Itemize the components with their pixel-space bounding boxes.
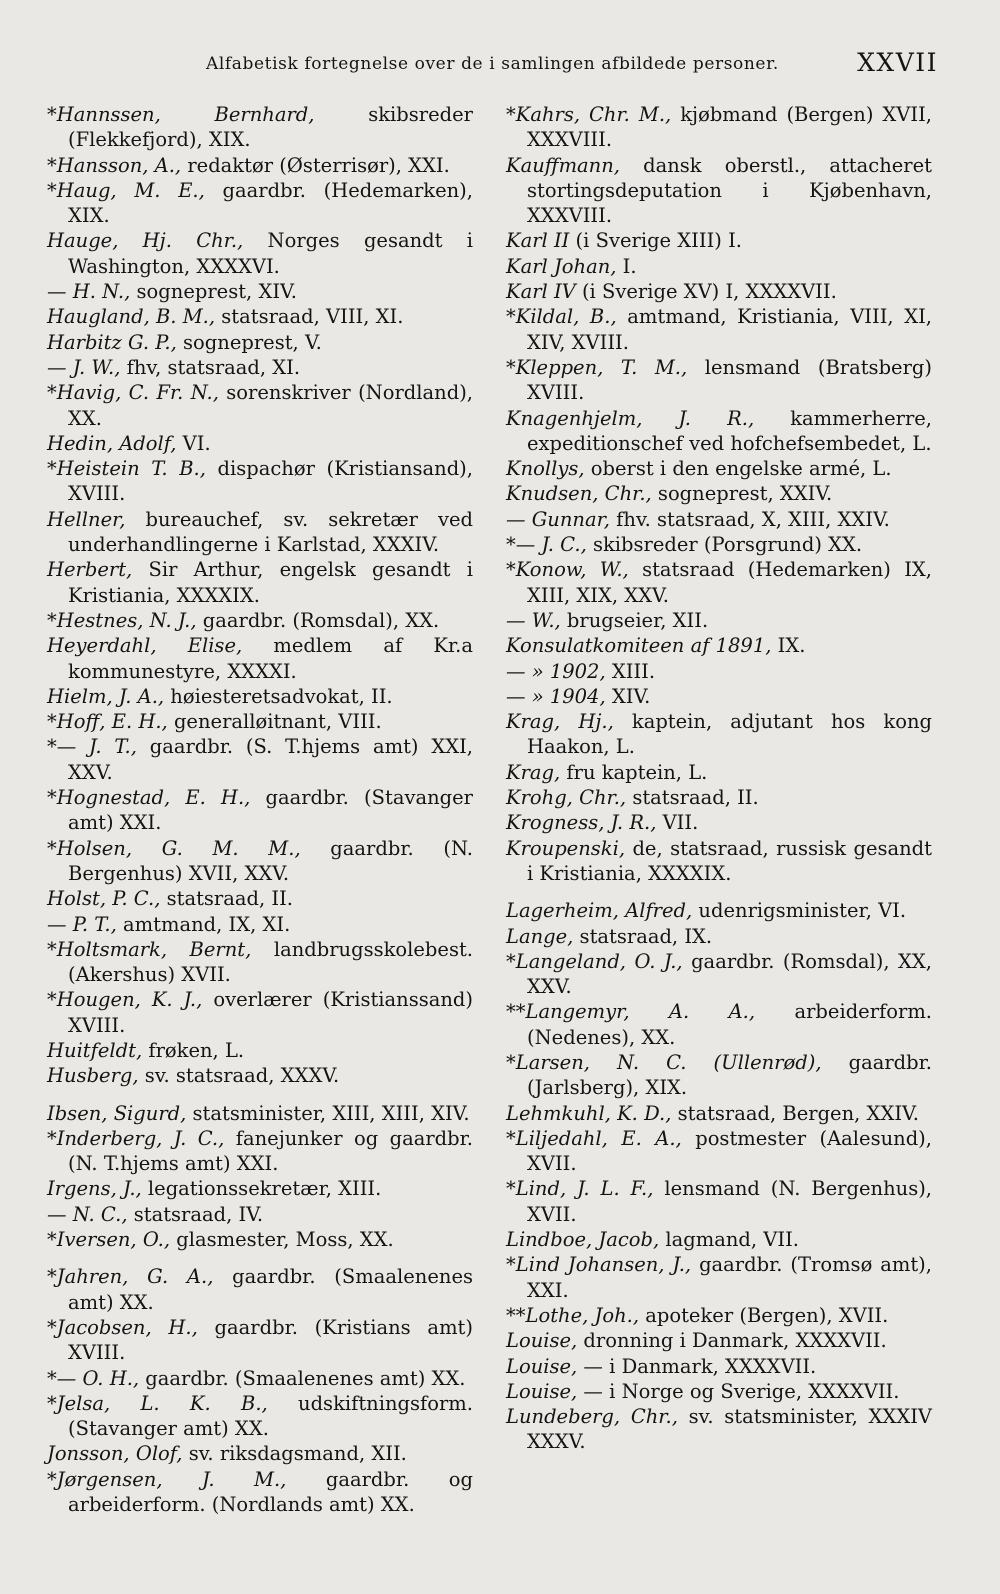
- entry-description: gaardbr. og arbeiderform. (Nordlands amt) XX.: [68, 1467, 473, 1517]
- entry-description: brugseier, XII.: [560, 608, 709, 632]
- entry-description: overlærer (Kristianssand) XVIII.: [68, 988, 473, 1037]
- entry-description: fhv, statsraad, XI.: [120, 355, 301, 379]
- entry-description: fru kaptein, L.: [560, 760, 708, 784]
- entry-description: sv. statsminister, XXXIV XXXV.: [527, 1405, 932, 1454]
- entry-description: statsminister, XIII, XIII, XIV.: [186, 1101, 470, 1125]
- entry-description: sogneprest, V.: [176, 330, 322, 354]
- entry-name: *Hoff, E. H.,: [47, 710, 168, 734]
- entry-name: *Kahrs, Chr. M.,: [506, 103, 672, 126]
- index-entry: [47, 431, 473, 456]
- entry-description: lensmand (Bratsberg) XVIII.: [527, 355, 932, 405]
- index-entry: [506, 507, 932, 532]
- entry-description: (i Sverige XIII) I.: [569, 229, 742, 253]
- entry-description: dispachør (Kristiansand), XVIII.: [68, 457, 473, 506]
- entry-name: Krohg, Chr.,: [506, 786, 627, 810]
- entry-description: dronning i Danmark, XXXXVII.: [577, 1329, 887, 1353]
- index-entry: [506, 304, 932, 355]
- entry-description: glasmester, Moss, XX.: [170, 1228, 394, 1252]
- entry-name: — Gunnar,: [506, 507, 610, 531]
- entry-description: sogneprest, XXIV.: [651, 482, 833, 506]
- index-entry: [506, 153, 932, 229]
- entry-name: *Jahren, G. A.,: [47, 1265, 214, 1289]
- entry-description: apoteker (Bergen), XVII.: [639, 1303, 889, 1327]
- entry-description: XIII.: [605, 659, 656, 683]
- entry-description: frøken, L.: [142, 1038, 245, 1062]
- entry-name: Huitfeldt,: [47, 1038, 143, 1062]
- entry-description: gaardbr. (Jarlsberg), XIX.: [527, 1050, 932, 1100]
- entry-description: redaktør (Østerrisør), XXI.: [181, 153, 450, 177]
- entry-name: Lehmkuhl, K. D.,: [506, 1101, 672, 1125]
- entry-name: *Jacobsen, H.,: [47, 1315, 198, 1339]
- entry-name: *Heistein T. B.,: [47, 457, 206, 481]
- index-entry: [506, 608, 932, 633]
- entry-name: *Iversen, O.,: [47, 1228, 171, 1252]
- entry-name: *Hansson, A.,: [47, 153, 182, 177]
- index-entry: [47, 380, 473, 431]
- entry-description: gaardbr. (S. T.hjems amt) XXI, XXV.: [68, 735, 473, 784]
- index-entry: [506, 836, 932, 887]
- entry-name: *Larsen, N. C. (Ullenrød),: [506, 1050, 822, 1074]
- entry-name: Hielm, J. A.,: [47, 684, 165, 708]
- entry-description: amtmand, Kristiania, VIII, XI, XIV, XVIII.: [527, 305, 932, 354]
- index-entry: [47, 785, 473, 836]
- entry-description: statsraad, VIII, XI.: [215, 305, 404, 329]
- entry-name: Karl IV: [506, 280, 576, 304]
- index-entry: [47, 886, 473, 911]
- entry-description: lagmand, VII.: [659, 1228, 799, 1252]
- entry-name: Konsulatkomiteen af 1891,: [506, 634, 772, 658]
- entry-description: kjøbmand (Bergen) XVII, XXXVIII.: [527, 103, 932, 152]
- index-entry: [506, 1303, 932, 1328]
- entry-description: gaardbr. (Smaalenenes amt) XX.: [68, 1265, 473, 1314]
- entry-description: oberst i den engelske armé, L.: [584, 457, 892, 481]
- index-entry: [506, 1227, 932, 1252]
- index-entry: [47, 153, 473, 178]
- entry-name: — J. W.,: [47, 355, 121, 379]
- index-entry: [47, 937, 473, 988]
- index-entry: [47, 1227, 473, 1252]
- entry-name: — P. T.,: [47, 912, 117, 936]
- index-entry: [506, 557, 932, 608]
- index-entry: [506, 279, 932, 304]
- entry-description: postmester (Aalesund), XVII.: [527, 1126, 932, 1176]
- entry-name: Kroupenski,: [506, 836, 626, 860]
- index-entry: [47, 330, 473, 355]
- entry-name: *Hestnes, N. J.,: [47, 608, 197, 632]
- entry-description: kammerherre, expeditionschef ved hofchefsembedet, L.: [527, 406, 933, 455]
- entry-name: Husberg,: [47, 1064, 139, 1088]
- entry-name: Herbert,: [47, 558, 133, 582]
- entry-description: — i Danmark, XXXXVII.: [577, 1354, 817, 1378]
- running-title: Alfabetisk fortegnelse over de i samlingen afbildede personer.: [206, 54, 779, 74]
- entry-description: landbrugsskolebest. (Akershus) XVII.: [68, 937, 473, 987]
- entry-description: medlem af Kr.a kommunestyre, XXXXI.: [68, 634, 473, 683]
- entry-name: Knagenhjelm, J. R.,: [506, 406, 755, 430]
- index-entry: [506, 949, 932, 1000]
- entry-name: *Lind, J. L. F.,: [506, 1177, 654, 1201]
- entry-name: Hauge, Hj. Chr.,: [47, 229, 244, 253]
- entry-name: *Inderberg, J. C.,: [47, 1126, 225, 1150]
- entry-name: Krag,: [506, 760, 561, 784]
- entry-description: skibsreder (Porsgrund) XX.: [586, 533, 863, 557]
- entry-description: skibsreder (Flekkefjord), XIX.: [68, 103, 473, 152]
- entry-name: Karl Johan,: [506, 254, 617, 278]
- entry-description: Sir Arthur, engelsk gesandt i Kristiania, XXXXIX.: [68, 558, 473, 607]
- entry-description: XIV.: [605, 684, 651, 708]
- entry-name: Lagerheim, Alfred,: [506, 899, 693, 923]
- index-entry: [47, 304, 473, 329]
- index-entry: [506, 481, 932, 506]
- entry-name: *— J. T.,: [47, 735, 137, 759]
- index-entry: [506, 709, 932, 760]
- index-entry: [506, 1328, 932, 1353]
- index-entry: [506, 1354, 932, 1379]
- index-entry: [47, 1467, 473, 1518]
- entry-description: statsraad, IV.: [127, 1202, 264, 1226]
- entry-description: amtmand, IX, XI.: [116, 912, 291, 936]
- index-entry: [47, 456, 473, 507]
- index-entry: [47, 1101, 473, 1126]
- entry-description: lensmand (N. Bergenhus), XVII.: [527, 1177, 933, 1226]
- entry-name: Hellner,: [47, 507, 126, 531]
- index-entry: [506, 1404, 932, 1455]
- entry-name: *Konow, W.,: [506, 558, 629, 582]
- entry-name: Louise,: [506, 1329, 578, 1353]
- index-entry: [47, 1176, 473, 1201]
- index-entry: [47, 355, 473, 380]
- entry-description: høiesteretsadvokat, II.: [164, 684, 393, 708]
- entry-name: Hedin, Adolf,: [47, 431, 177, 455]
- entry-description: VI.: [176, 431, 211, 455]
- entry-name: *Liljedahl, E. A.,: [506, 1126, 682, 1150]
- entry-name: Harbitz G. P.,: [47, 330, 177, 354]
- entry-description: de, statsraad, russisk gesandt i Kristiania, XXXXIX.: [527, 836, 932, 885]
- entry-name: *Langeland, O. J.,: [506, 949, 683, 973]
- page-number: XXVII: [857, 48, 938, 77]
- entry-name: *Havig, C. Fr. N.,: [47, 381, 219, 405]
- index-entry: [47, 987, 473, 1038]
- running-header: [40, 44, 938, 88]
- index-column-right: [506, 102, 932, 1455]
- entry-description: I.: [616, 254, 637, 278]
- index-entry: [47, 102, 473, 153]
- entry-description: udskiftningsform. (Stavanger amt) XX.: [68, 1391, 473, 1441]
- entry-description: arbeiderform. (Nedenes), XX.: [527, 1000, 933, 1049]
- index-entry: [506, 456, 932, 481]
- entry-name: Lindboe, Jacob,: [506, 1228, 660, 1252]
- entry-name: Irgens, J.,: [47, 1177, 142, 1201]
- entry-name: **Lothe, Joh.,: [506, 1303, 640, 1327]
- index-entry: [47, 507, 473, 558]
- index-entry: [47, 1366, 473, 1391]
- index-entry: [47, 734, 473, 785]
- entry-name: Kauffmann,: [506, 153, 621, 177]
- entry-name: Knollys,: [506, 457, 585, 481]
- entry-description: statsraad, II.: [160, 887, 293, 911]
- entry-description: sorenskriver (Nordland), XX.: [68, 381, 473, 430]
- entry-name: *Lind Johansen, J.,: [506, 1253, 692, 1277]
- index-entry: [47, 836, 473, 887]
- index-entry: [47, 1441, 473, 1466]
- entry-description: — i Norge og Sverige, XXXXVII.: [577, 1379, 900, 1403]
- entry-description: gaardbr. (N. Bergenhus) XVII, XXV.: [68, 836, 473, 885]
- index-entry: [506, 785, 932, 810]
- entry-name: — » 1902,: [506, 659, 606, 683]
- entry-name: *Jelsa, L. K. B.,: [47, 1391, 268, 1415]
- entry-name: — N. C.,: [47, 1202, 128, 1226]
- index-entry: [506, 1379, 932, 1404]
- index-entry: [506, 810, 932, 835]
- index-entry: [506, 102, 932, 153]
- entry-name: *— J. C.,: [506, 533, 587, 557]
- index-entry: [506, 633, 932, 658]
- entry-description: Norges gesandt i Washington, XXXXVI.: [68, 229, 473, 278]
- entry-description: fhv. statsraad, X, XIII, XXIV.: [609, 507, 890, 531]
- entry-name: *Hougen, K. J.,: [47, 988, 203, 1012]
- index-entry: [47, 1202, 473, 1227]
- entry-description: sogneprest, XIV.: [130, 280, 297, 304]
- index-entry: [47, 557, 473, 608]
- entry-name: Louise,: [506, 1354, 578, 1378]
- index-entry: [47, 684, 473, 709]
- entry-name: Krogness, J. R.,: [506, 811, 657, 835]
- entry-description: gaardbr. (Romsdal), XX, XXV.: [527, 949, 932, 999]
- index-entry: [506, 254, 932, 279]
- entry-name: Lundeberg, Chr.,: [506, 1405, 678, 1429]
- index-entry: [506, 1126, 932, 1177]
- entry-name: — H. N.,: [47, 280, 131, 304]
- entry-name: *Kleppen, T. M.,: [506, 355, 688, 379]
- index-entry: [506, 999, 932, 1050]
- entry-name: Holst, P. C.,: [47, 887, 161, 911]
- index-entry: [506, 684, 932, 709]
- entry-name: Louise,: [506, 1379, 578, 1403]
- entry-name: Heyerdahl, Elise,: [47, 634, 243, 658]
- entry-description: gaardbr. (Romsdal), XX.: [196, 608, 440, 632]
- index-entry: [506, 406, 932, 457]
- index-entry: [47, 633, 473, 684]
- index-entry: [506, 1050, 932, 1101]
- index-entry: [47, 178, 473, 229]
- entry-name: *Jørgensen, J. M.,: [47, 1467, 287, 1491]
- index-entry: [47, 279, 473, 304]
- entry-description: dansk oberstl., attacheret stortingsdeputation i Kjøbenhavn, XXXVIII.: [527, 153, 932, 228]
- index-entry: [506, 228, 932, 253]
- entry-description: gaardbr. (Smaalenenes amt) XX.: [139, 1366, 466, 1390]
- entry-name: Knudsen, Chr.,: [506, 482, 652, 506]
- index-entry: [47, 1391, 473, 1442]
- index-entry: [506, 924, 932, 949]
- entry-description: IX.: [771, 634, 806, 658]
- entry-description: gaardbr. (Stavanger amt) XXI.: [68, 786, 473, 835]
- index-entry: [47, 709, 473, 734]
- entry-description: gaardbr. (Tromsø amt), XXI.: [527, 1253, 932, 1302]
- index-entry: [47, 1264, 473, 1315]
- entry-description: statsraad, II.: [626, 786, 759, 810]
- index-entry: [506, 760, 932, 785]
- index-entry: [47, 1038, 473, 1063]
- entry-name: Haugland, B. M.,: [47, 305, 216, 329]
- entry-description: statsraad, Bergen, XXIV.: [671, 1101, 919, 1125]
- index-entry: [506, 355, 932, 406]
- index-entry: [506, 1176, 932, 1227]
- entry-name: *Holsen, G. M. M.,: [47, 836, 301, 860]
- entry-description: (i Sverige XV) I, XXXXVII.: [575, 280, 837, 304]
- index-entry: [47, 1063, 473, 1088]
- entry-description: sv. statsraad, XXXV.: [138, 1064, 340, 1088]
- index-entry: [506, 1101, 932, 1126]
- index-entry: [506, 1252, 932, 1303]
- entry-name: *Haug, M. E.,: [47, 178, 205, 202]
- entry-name: Krag, Hj.,: [506, 710, 614, 734]
- entry-name: *Hognestad, E. H.,: [47, 786, 251, 810]
- entry-name: *— O. H.,: [47, 1366, 140, 1390]
- entry-description: gaardbr. (Hedemarken), XIX.: [68, 178, 473, 228]
- entry-name: — » 1904,: [506, 684, 606, 708]
- index-column-left: [47, 102, 473, 1517]
- index-entry: [47, 228, 473, 279]
- entry-description: VII.: [656, 811, 699, 835]
- entry-description: statsraad (Hedemarken) IX, XIII, XIX, XXV.: [527, 558, 933, 607]
- entry-name: *Holtsmark, Bernt,: [47, 937, 252, 961]
- entry-name: Lange,: [506, 924, 574, 948]
- entry-description: legationssekretær, XIII.: [141, 1177, 382, 1201]
- index-entry: [506, 532, 932, 557]
- entry-description: fanejunker og gaardbr. (N. T.hjems amt) XXI.: [68, 1126, 473, 1176]
- entry-description: gaardbr. (Kristians amt) XVIII.: [68, 1315, 473, 1365]
- entry-name: — W.,: [506, 608, 561, 632]
- entry-description: kaptein, adjutant hos kong Haakon, L.: [527, 710, 933, 759]
- index-entry: [47, 608, 473, 633]
- entry-name: *Hannssen, Bernhard,: [47, 103, 315, 126]
- entry-description: statsraad, IX.: [573, 924, 713, 948]
- entry-name: *Kildal, B.,: [506, 305, 617, 329]
- index-entry: [506, 898, 932, 923]
- entry-name: Karl II: [506, 229, 570, 253]
- index-entry: [506, 659, 932, 684]
- index-entry: [47, 912, 473, 937]
- entry-name: **Langemyr, A. A.,: [506, 1000, 756, 1024]
- index-entry: [47, 1126, 473, 1177]
- index-entry: [47, 1315, 473, 1366]
- entry-description: bureauchef, sv. sekretær ved underhandlingerne i Karlstad, XXXIV.: [68, 507, 473, 557]
- entry-name: Jonsson, Olof,: [47, 1442, 183, 1466]
- entry-name: Ibsen, Sigurd,: [47, 1101, 187, 1125]
- entry-description: udenrigsminister, VI.: [692, 899, 907, 923]
- entry-description: generalløitnant, VIII.: [167, 710, 382, 734]
- entry-description: sv. riksdagsmand, XII.: [182, 1442, 407, 1466]
